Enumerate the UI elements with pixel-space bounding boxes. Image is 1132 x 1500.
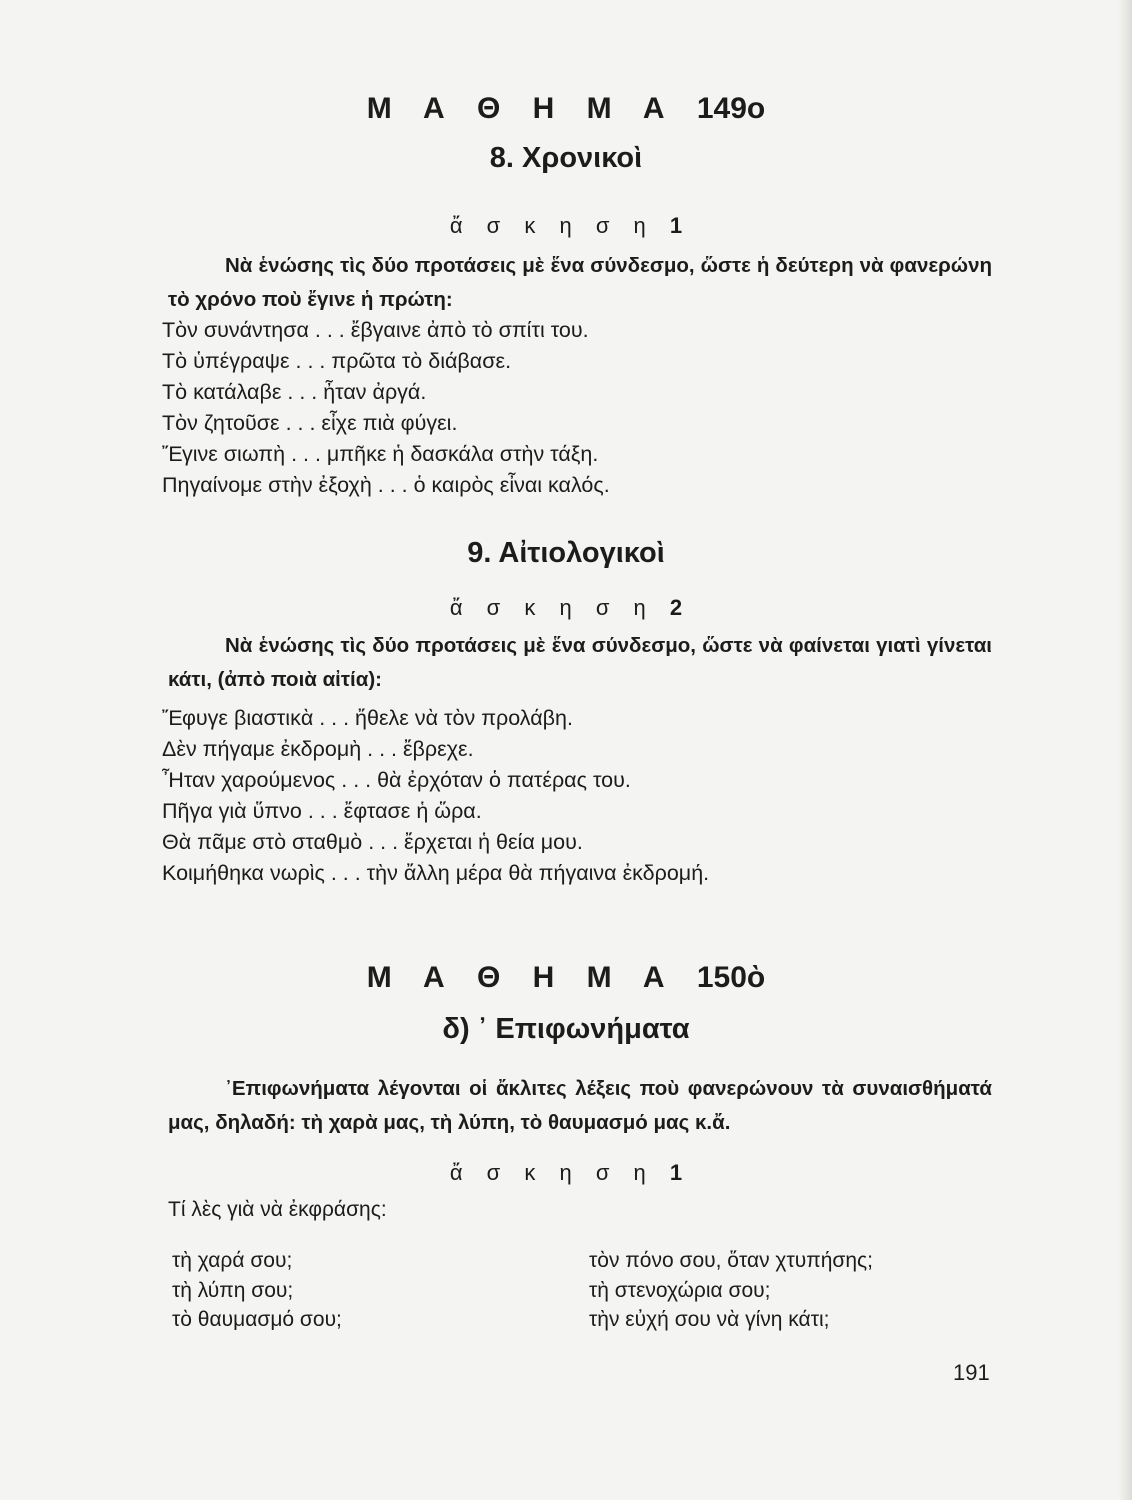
emotion-item: τὴ στενοχώρια σου; xyxy=(589,1278,771,1302)
sentence-item: Πηγαίνομε στὴν ἐξοχὴ . . . ὁ καιρὸς εἶναι καλός. xyxy=(162,473,610,497)
exercise-label: ἄ σ κ η σ η xyxy=(449,1160,655,1185)
sentence-item: Κοιμήθηκα νωρὶς . . . τὴν ἄλλη μέρα θὰ πήγαινα ἐκδρομή. xyxy=(162,861,710,885)
sentence-item: Τὸ κατάλαβε . . . ἦταν ἀργά. xyxy=(162,380,427,404)
emotion-item: τὸν πόνο σου, ὅταν χτυπήσης; xyxy=(589,1249,874,1272)
exercise-number: 2 xyxy=(669,595,683,620)
section-8-title: 8. Χρονικοὶ xyxy=(489,142,643,174)
sentence-item: Θὰ πᾶμε στὸ σταθμὸ . . . ἔρχεται ἡ θεία μου. xyxy=(162,830,583,854)
sentence-item: Πῆγα γιὰ ὕπνο . . . ἔφτασε ἡ ὥρα. xyxy=(162,799,482,823)
exercise-heading xyxy=(0,1160,1132,1186)
exercise-heading xyxy=(0,213,1132,239)
exercise-label: ἄ σ κ η σ η xyxy=(449,213,655,238)
lesson-150-heading xyxy=(0,961,1132,995)
sentence-item: Ἔφυγε βιαστικὰ . . . ἤθελε νὰ τὸν προλάβη. xyxy=(162,706,573,730)
lesson-149-heading xyxy=(0,92,1132,126)
sentence-item: Δὲν πήγαμε ἐκδρομὴ . . . ἔβρεχε. xyxy=(162,737,474,761)
sentence-item: Τὸ ὑπέγραψε . . . πρῶτα τὸ διάβασε. xyxy=(162,349,512,373)
sentence-item: Ἦταν χαρούμενος . . . θὰ ἐρχόταν ὁ πατέρας του. xyxy=(162,768,631,792)
lesson-number: 149ο xyxy=(696,92,766,125)
sentence-item: Τὸν συνάντησα . . . ἔβγαινε ἀπὸ τὸ σπίτι του. xyxy=(162,318,589,342)
exercise-number: 1 xyxy=(669,213,683,238)
section-8-sentence-list xyxy=(162,315,610,501)
emotion-item: τὸ θαυμασμό σου; xyxy=(172,1308,342,1331)
page-number: 191 xyxy=(953,1360,990,1385)
exercise-label: ἄ σ κ η σ η xyxy=(449,595,655,620)
lesson-label: Μ Α Θ Η Μ Α xyxy=(366,92,677,125)
emotion-item: τὴ χαρά σου; xyxy=(172,1249,293,1272)
emotion-list-right xyxy=(589,1246,873,1335)
lesson-number: 150ὸ xyxy=(696,961,766,994)
section-d-definition: ᾿Επιφωνήματα λέγονται οἱ ἄκλιτες λέξεις ποὺ φανερώνουν τὰ συναισθήματά μας, δηλαδή: τὴ χαρὰ μας, τὴ λύπη, τὸ θαυμασμό μας κ.ἄ. xyxy=(168,1077,992,1134)
section-9-instruction: Νὰ ἑνώσης τὶς δύο προτάσεις μὲ ἕνα σύνδεσμο, ὥστε νὰ φαίνεται γιατὶ γίνεται κάτι, (ἀπὸ ποιὰ αἰτία): xyxy=(168,634,992,691)
emotion-item: τὴ λύπη σου; xyxy=(172,1278,294,1302)
section-d-title: δ) ᾿ Επιφωνήματα xyxy=(442,1013,690,1045)
section-9-sentence-list xyxy=(162,703,709,889)
sentence-item: Τὸν ζητοῦσε . . . εἶχε πιὰ φύγει. xyxy=(162,411,458,435)
sentence-item: Ἔγινε σιωπὴ . . . μπῆκε ἡ δασκάλα στὴν τάξη. xyxy=(162,442,599,466)
exercise-number: 1 xyxy=(669,1160,683,1185)
emotion-item: τὴν εὐχή σου νὰ γίνη κάτι; xyxy=(589,1308,830,1331)
section-8-instruction: Νὰ ἑνώσης τὶς δύο προτάσεις μὲ ἕνα σύνδεσμο, ὥστε ἡ δεύτερη νὰ φανερώνη τὸ χρόνο ποὺ ἔγινε ἡ πρώτη: xyxy=(168,254,992,311)
lesson-label: Μ Α Θ Η Μ Α xyxy=(366,961,677,994)
emotion-list-left xyxy=(172,1246,342,1335)
exercise-heading xyxy=(0,595,1132,621)
section-d-prompt: Τί λὲς γιὰ νὰ ἐκφράσης: xyxy=(168,1198,387,1221)
section-9-title: 9. Αἰτιολογικοὶ xyxy=(467,537,665,569)
